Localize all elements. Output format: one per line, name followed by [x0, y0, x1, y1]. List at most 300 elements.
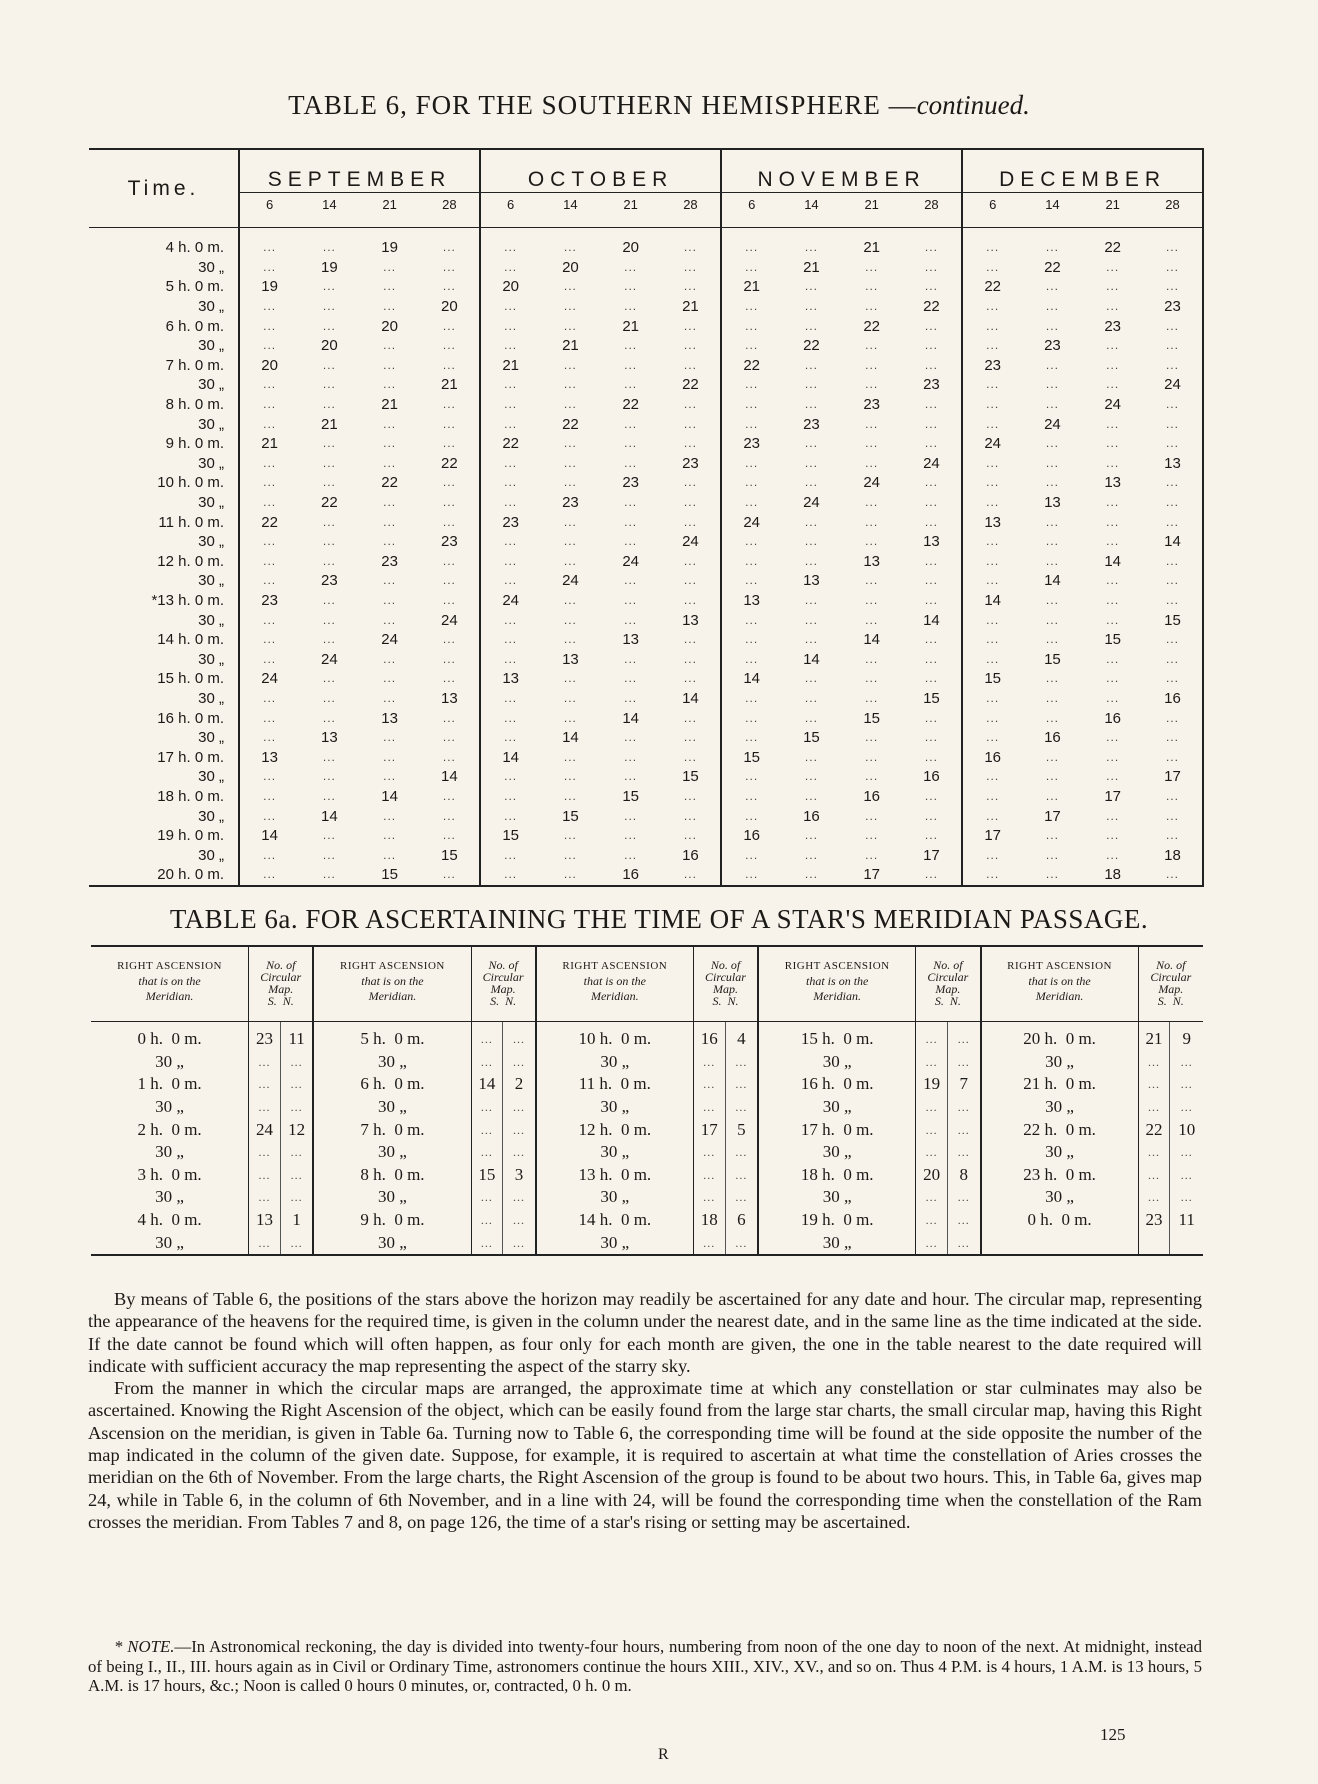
- map-number-cell: ...: [420, 434, 480, 454]
- time-cell: 11 h. 0 m.: [89, 512, 239, 532]
- map-number-cell: ...: [1143, 277, 1203, 297]
- table-row: [89, 689, 1203, 709]
- south-map-cell: ...: [1138, 1096, 1170, 1119]
- map-number-cell: ...: [986, 416, 1000, 431]
- map-number-cell: ...: [661, 228, 721, 258]
- map-number-cell: 22: [863, 317, 881, 335]
- map-number-cell: ...: [563, 397, 577, 412]
- map-header-north: N.: [949, 994, 961, 1008]
- map-number-cell: ...: [661, 552, 721, 572]
- map-number-cell: ...: [902, 493, 962, 513]
- right-ascension-cell: 16 h. 0 m.: [800, 1074, 874, 1094]
- table-row: [89, 532, 1203, 552]
- map-number-cell: ...: [504, 769, 518, 784]
- map-number-cell: 22: [321, 494, 338, 512]
- time-cell: 5 h. 0 m.: [89, 277, 239, 297]
- time-cell: 6 h. 0 m.: [89, 316, 239, 336]
- map-number-cell: ...: [383, 671, 397, 686]
- map-number-cell: ...: [1106, 651, 1120, 666]
- table-row: [91, 1096, 1203, 1119]
- map-number-cell: ...: [1143, 395, 1203, 415]
- map-number-cell: 14: [1044, 572, 1061, 590]
- map-number-cell: ...: [1143, 826, 1203, 846]
- table-row: [89, 728, 1203, 748]
- map-number-cell: ...: [563, 357, 577, 372]
- map-number-cell: ...: [902, 708, 962, 728]
- right-ascension-header: [981, 946, 1139, 1022]
- map-number-cell: ...: [865, 592, 879, 607]
- map-number-cell: ...: [745, 690, 759, 705]
- map-number-cell: ...: [504, 338, 518, 353]
- table-row: [91, 1051, 1203, 1074]
- map-number-cell: ...: [865, 436, 879, 451]
- map-number-cell: ...: [745, 573, 759, 588]
- map-number-cell: ...: [902, 649, 962, 669]
- map-number-cell: 14: [803, 650, 820, 668]
- right-ascension-cell: 30 „: [155, 1142, 184, 1162]
- table-6-date-header: [89, 193, 1203, 228]
- table-row: [91, 1164, 1203, 1187]
- map-number-cell: ...: [563, 455, 577, 470]
- map-number-cell: 16: [743, 827, 761, 845]
- south-map-cell: ...: [916, 1096, 948, 1119]
- map-number-cell: ...: [383, 828, 397, 843]
- map-number-cell: ...: [263, 475, 277, 490]
- ra-header-line-3: Meridian.: [590, 989, 639, 1003]
- map-number-cell: ...: [745, 788, 759, 803]
- map-number-cell: ...: [322, 788, 336, 803]
- map-number-cell: 22: [381, 474, 398, 492]
- map-number-cell: 15: [863, 709, 881, 727]
- map-number-cell: ...: [661, 277, 721, 297]
- map-number-cell: ...: [563, 867, 577, 882]
- map-number-cell: 16: [1104, 709, 1122, 727]
- map-number-cell: ...: [986, 495, 1000, 510]
- map-number-cell: ...: [986, 240, 1000, 255]
- map-number-cell: ...: [1045, 240, 1059, 255]
- table-row: [89, 747, 1203, 767]
- map-number-cell: ...: [383, 592, 397, 607]
- map-number-cell: ...: [1143, 552, 1203, 572]
- map-number-cell: 16: [661, 845, 721, 865]
- map-number-cell: ...: [563, 592, 577, 607]
- map-number-cell: ...: [504, 867, 518, 882]
- map-number-cell: ...: [804, 299, 818, 314]
- table-row: [89, 571, 1203, 591]
- map-number-cell: ...: [383, 514, 397, 529]
- table-row: [91, 1118, 1203, 1141]
- map-number-cell: ...: [563, 377, 577, 392]
- ra-header-line-2: that is on the: [1028, 974, 1091, 988]
- map-number-cell: ...: [263, 867, 277, 882]
- map-number-cell: 23: [321, 572, 338, 590]
- north-map-cell: 2: [503, 1073, 536, 1096]
- map-number-cell: ...: [420, 512, 480, 532]
- map-header-south: S.: [267, 994, 277, 1008]
- map-number-cell: 17: [863, 866, 881, 884]
- time-cell: 18 h. 0 m.: [89, 787, 239, 807]
- map-number-cell: ...: [661, 806, 721, 826]
- map-number-cell: ...: [1045, 357, 1059, 372]
- page-title-text: TABLE 6, FOR THE SOUTHERN HEMISPHERE —: [288, 90, 917, 120]
- south-map-cell: ...: [471, 1051, 503, 1074]
- south-map-cell: [1138, 1231, 1170, 1255]
- north-map-cell: ...: [280, 1164, 313, 1187]
- map-header-north: N.: [727, 994, 739, 1008]
- table-row: [89, 591, 1203, 611]
- north-map-cell: 11: [1178, 1210, 1195, 1230]
- right-ascension-header: [313, 946, 471, 1022]
- map-number-cell: ...: [1045, 632, 1059, 647]
- right-ascension-cell: 30 „: [378, 1097, 407, 1117]
- map-number-cell: ...: [624, 690, 638, 705]
- map-number-cell: ...: [902, 806, 962, 826]
- map-number-cell: ...: [563, 553, 577, 568]
- south-map-cell: 14: [471, 1073, 503, 1096]
- map-number-cell: 13: [381, 709, 398, 727]
- map-number-cell: ...: [1106, 279, 1120, 294]
- map-number-cell: ...: [420, 591, 480, 611]
- north-map-cell: 11: [280, 1022, 313, 1051]
- map-header-line-3: Map.: [490, 982, 516, 996]
- map-number-cell: ...: [902, 591, 962, 611]
- map-number-cell: ...: [1106, 416, 1120, 431]
- right-ascension-cell: 30 „: [822, 1142, 852, 1162]
- map-header-north: N.: [505, 994, 517, 1008]
- map-number-cell: 24: [743, 513, 761, 531]
- map-number-cell: 20: [562, 258, 579, 276]
- right-ascension-cell: 30 „: [600, 1232, 630, 1252]
- date-header: 6: [721, 193, 781, 228]
- map-number-cell: ...: [745, 240, 759, 255]
- table-row: [89, 767, 1203, 787]
- map-number-cell: ...: [1143, 728, 1203, 748]
- map-number-cell: ...: [1143, 787, 1203, 807]
- map-number-cell: ...: [322, 769, 336, 784]
- south-map-cell: ...: [916, 1118, 948, 1141]
- map-number-cell: ...: [1045, 318, 1059, 333]
- north-map-cell: ...: [280, 1141, 313, 1164]
- map-number-cell: ...: [902, 669, 962, 689]
- right-ascension-cell: 0 h. 0 m.: [1027, 1210, 1092, 1230]
- map-number-cell: ...: [420, 865, 480, 886]
- south-map-cell: ...: [916, 1231, 948, 1255]
- map-number-cell: ...: [420, 669, 480, 689]
- map-number-cell: ...: [1106, 847, 1120, 862]
- date-header: 21: [360, 193, 420, 228]
- map-number-cell: ...: [263, 416, 277, 431]
- map-number-cell: ...: [865, 612, 879, 627]
- map-number-cell: 14: [420, 767, 480, 787]
- table-row: [89, 228, 1203, 258]
- ra-header-line-3: Meridian.: [368, 989, 417, 1003]
- map-number-cell: 19: [321, 258, 338, 276]
- map-number-cell: ...: [420, 258, 480, 278]
- map-number-cell: ...: [661, 395, 721, 415]
- right-ascension-cell: 30 „: [1045, 1187, 1074, 1207]
- map-number-cell: 13: [661, 610, 721, 630]
- map-number-cell: ...: [1106, 749, 1120, 764]
- table-row: [89, 512, 1203, 532]
- map-header-line-2: Circular: [1150, 970, 1192, 984]
- time-cell: 30 „: [89, 454, 239, 474]
- map-number-cell: ...: [420, 493, 480, 513]
- map-number-cell: 13: [743, 591, 761, 609]
- south-map-cell: ...: [249, 1141, 281, 1164]
- table-row: [89, 395, 1203, 415]
- date-header: 6: [962, 193, 1022, 228]
- map-number-cell: ...: [865, 299, 879, 314]
- map-number-cell: 18: [1143, 845, 1203, 865]
- time-cell: 17 h. 0 m.: [89, 747, 239, 767]
- map-number-cell: 21: [661, 297, 721, 317]
- map-number-cell: ...: [504, 710, 518, 725]
- right-ascension-cell: 30 „: [155, 1097, 184, 1117]
- right-ascension-cell: 30 „: [1045, 1097, 1074, 1117]
- table-row: [89, 316, 1203, 336]
- right-ascension-cell: 30 „: [600, 1142, 630, 1162]
- time-cell: 16 h. 0 m.: [89, 708, 239, 728]
- map-number-cell: ...: [624, 514, 638, 529]
- map-number-cell: ...: [563, 279, 577, 294]
- map-number-cell: ...: [804, 828, 818, 843]
- map-number-cell: ...: [1045, 788, 1059, 803]
- south-map-cell: 19: [916, 1073, 948, 1096]
- time-cell: 10 h. 0 m.: [89, 473, 239, 493]
- map-number-cell: ...: [1106, 828, 1120, 843]
- map-number-cell: ...: [745, 416, 759, 431]
- south-map-cell: ...: [1138, 1186, 1170, 1209]
- map-number-cell: ...: [804, 671, 818, 686]
- north-map-cell: ...: [503, 1231, 536, 1255]
- map-number-cell: 13: [622, 631, 639, 649]
- page-title-continued: continued.: [916, 90, 1030, 120]
- map-number-cell: ...: [1106, 436, 1120, 451]
- map-number-cell: ...: [745, 710, 759, 725]
- map-number-cell: ...: [322, 690, 336, 705]
- table-6a: [91, 945, 1203, 1256]
- map-number-cell: ...: [865, 514, 879, 529]
- map-number-cell: ...: [322, 377, 336, 392]
- map-number-cell: ...: [322, 847, 336, 862]
- north-map-cell: ...: [280, 1186, 313, 1209]
- map-number-cell: ...: [420, 473, 480, 493]
- map-number-cell: ...: [624, 847, 638, 862]
- map-number-cell: ...: [804, 847, 818, 862]
- map-number-cell: ...: [986, 553, 1000, 568]
- map-number-cell: 23: [863, 396, 881, 414]
- right-ascension-header: [536, 946, 694, 1022]
- map-number-cell: 14: [1104, 552, 1122, 570]
- map-number-cell: ...: [865, 573, 879, 588]
- map-number-cell: ...: [804, 514, 818, 529]
- map-number-cell: ...: [563, 828, 577, 843]
- map-number-cell: ...: [263, 495, 277, 510]
- map-number-cell: ...: [263, 730, 277, 745]
- north-map-cell: 12: [280, 1118, 313, 1141]
- map-number-cell: 16: [984, 748, 1002, 766]
- map-number-cell: ...: [322, 592, 336, 607]
- time-cell: 8 h. 0 m.: [89, 395, 239, 415]
- north-map-cell: ...: [948, 1186, 981, 1209]
- map-number-cell: ...: [865, 279, 879, 294]
- table-row: [89, 434, 1203, 454]
- time-cell: 19 h. 0 m.: [89, 826, 239, 846]
- right-ascension-cell: 30 „: [822, 1187, 852, 1207]
- south-map-cell: ...: [249, 1096, 281, 1119]
- map-number-cell: 15: [803, 729, 820, 747]
- right-ascension-cell: 30 „: [378, 1142, 407, 1162]
- map-number-cell: 20: [622, 239, 639, 257]
- map-number-cell: 21: [622, 317, 639, 335]
- map-number-cell: ...: [1106, 671, 1120, 686]
- map-number-cell: ...: [504, 240, 518, 255]
- map-number-cell: ...: [322, 828, 336, 843]
- map-number-cell: 16: [1044, 729, 1061, 747]
- map-number-cell: ...: [661, 414, 721, 434]
- map-number-cell: 15: [622, 787, 639, 805]
- south-map-cell: ...: [693, 1164, 725, 1187]
- map-number-cell: ...: [504, 690, 518, 705]
- map-number-cell: ...: [1045, 534, 1059, 549]
- ra-header-line-3: Meridian.: [145, 989, 194, 1003]
- right-ascension-cell: 0 h. 0 m.: [137, 1029, 202, 1049]
- right-ascension-cell: 30 „: [378, 1187, 407, 1207]
- map-number-cell: 19: [261, 278, 278, 296]
- map-number-cell: ...: [383, 377, 397, 392]
- north-map-cell: ...: [1180, 1100, 1193, 1115]
- map-number-cell: 19: [381, 239, 398, 257]
- map-number-cell: ...: [986, 318, 1000, 333]
- map-number-cell: ...: [624, 828, 638, 843]
- map-number-cell: 22: [502, 435, 519, 453]
- map-number-cell: ...: [624, 357, 638, 372]
- south-map-cell: ...: [471, 1118, 503, 1141]
- map-number-cell: 24: [562, 572, 579, 590]
- map-number-cell: ...: [804, 710, 818, 725]
- map-number-cell: ...: [804, 749, 818, 764]
- south-map-cell: ...: [693, 1186, 725, 1209]
- north-map-cell: 6: [725, 1209, 758, 1232]
- paragraph-1: By means of Table 6, the positions of the stars above the horizon may readily be ascertained for any date and hour. The circular map, representing the appearance of the heavens for the required time, is given in the column under the nearest date, and in the same line as the time indicated at the side. If the date cannot be found which will often happen, as four only for each month are given, the one in the table nearest to the date required will indicate with sufficient accuracy the map representing the aspect of the starry sky.: [88, 1289, 1202, 1376]
- map-number-cell: ...: [383, 357, 397, 372]
- map-number-cell: ...: [263, 318, 277, 333]
- south-map-cell: 22: [1138, 1118, 1170, 1141]
- map-number-cell: ...: [420, 571, 480, 591]
- right-ascension-cell: 8 h. 0 m.: [360, 1164, 425, 1184]
- map-number-cell: ...: [865, 416, 879, 431]
- map-number-cell: ...: [902, 395, 962, 415]
- table-row: [89, 336, 1203, 356]
- south-map-cell: ...: [1138, 1051, 1170, 1074]
- map-number-cell: 21: [321, 415, 338, 433]
- map-number-cell: ...: [563, 671, 577, 686]
- table-row: [89, 787, 1203, 807]
- map-number-cell: ...: [1045, 475, 1059, 490]
- table-row: [89, 414, 1203, 434]
- map-number-cell: ...: [902, 258, 962, 278]
- map-number-cell: ...: [504, 377, 518, 392]
- map-number-cell: ...: [661, 356, 721, 376]
- map-number-cell: 13: [1044, 494, 1061, 512]
- map-number-cell: 21: [261, 435, 278, 453]
- south-map-cell: ...: [249, 1164, 281, 1187]
- map-number-cell: ...: [865, 828, 879, 843]
- map-number-cell: 13: [803, 572, 820, 590]
- map-number-cell: 22: [562, 415, 579, 433]
- map-number-cell: ...: [263, 769, 277, 784]
- map-number-cell: ...: [1045, 612, 1059, 627]
- map-number-cell: 15: [562, 807, 579, 825]
- map-number-cell: ...: [420, 649, 480, 669]
- north-map-cell: ...: [503, 1051, 536, 1074]
- map-number-cell: ...: [986, 651, 1000, 666]
- map-number-cell: ...: [563, 788, 577, 803]
- map-number-cell: ...: [420, 356, 480, 376]
- map-number-cell: ...: [745, 397, 759, 412]
- map-number-cell: 14: [261, 827, 278, 845]
- map-number-cell: ...: [1106, 730, 1120, 745]
- map-number-cell: ...: [1106, 259, 1120, 274]
- map-number-cell: ...: [1143, 228, 1203, 258]
- map-number-cell: 24: [803, 494, 820, 512]
- north-map-cell: ...: [1180, 1190, 1193, 1205]
- map-number-cell: ...: [563, 690, 577, 705]
- map-number-cell: 23: [1143, 297, 1203, 317]
- time-cell: 15 h. 0 m.: [89, 669, 239, 689]
- map-number-cell: ...: [804, 553, 818, 568]
- map-number-cell: 24: [863, 474, 881, 492]
- map-number-cell: 13: [562, 650, 579, 668]
- map-number-cell: ...: [902, 865, 962, 886]
- map-number-cell: ...: [563, 710, 577, 725]
- map-number-cell: ...: [986, 769, 1000, 784]
- map-number-cell: ...: [986, 788, 1000, 803]
- map-number-cell: 23: [743, 435, 761, 453]
- map-header-line-3: Map.: [935, 982, 961, 996]
- map-number-cell: ...: [624, 769, 638, 784]
- right-ascension-cell: 30 „: [600, 1097, 630, 1117]
- date-header: 28: [661, 193, 721, 228]
- circular-map-header: [471, 946, 536, 1022]
- map-header-line-3: Map.: [1158, 982, 1184, 996]
- time-cell: 9 h. 0 m.: [89, 434, 239, 454]
- south-map-cell: ...: [249, 1186, 281, 1209]
- map-number-cell: ...: [1143, 434, 1203, 454]
- month-header: SEPTEMBER: [239, 149, 480, 193]
- map-number-cell: ...: [661, 512, 721, 532]
- map-number-cell: 21: [502, 356, 519, 374]
- map-number-cell: ...: [902, 747, 962, 767]
- map-number-cell: 23: [1044, 337, 1061, 355]
- map-number-cell: ...: [420, 552, 480, 572]
- map-number-cell: ...: [504, 259, 518, 274]
- north-map-cell: 7: [948, 1073, 981, 1096]
- map-number-cell: ...: [902, 571, 962, 591]
- map-number-cell: ...: [1143, 512, 1203, 532]
- time-cell: 30 „: [89, 806, 239, 826]
- right-ascension-cell: 30 „: [378, 1232, 407, 1252]
- map-number-cell: ...: [263, 240, 277, 255]
- ra-header-line-1: RIGHT ASCENSION: [784, 960, 890, 972]
- north-map-cell: ...: [280, 1096, 313, 1119]
- map-number-cell: ...: [420, 395, 480, 415]
- map-number-cell: 23: [420, 532, 480, 552]
- map-number-cell: ...: [902, 434, 962, 454]
- south-map-cell: ...: [1138, 1141, 1170, 1164]
- map-number-cell: ...: [504, 612, 518, 627]
- map-number-cell: ...: [804, 240, 818, 255]
